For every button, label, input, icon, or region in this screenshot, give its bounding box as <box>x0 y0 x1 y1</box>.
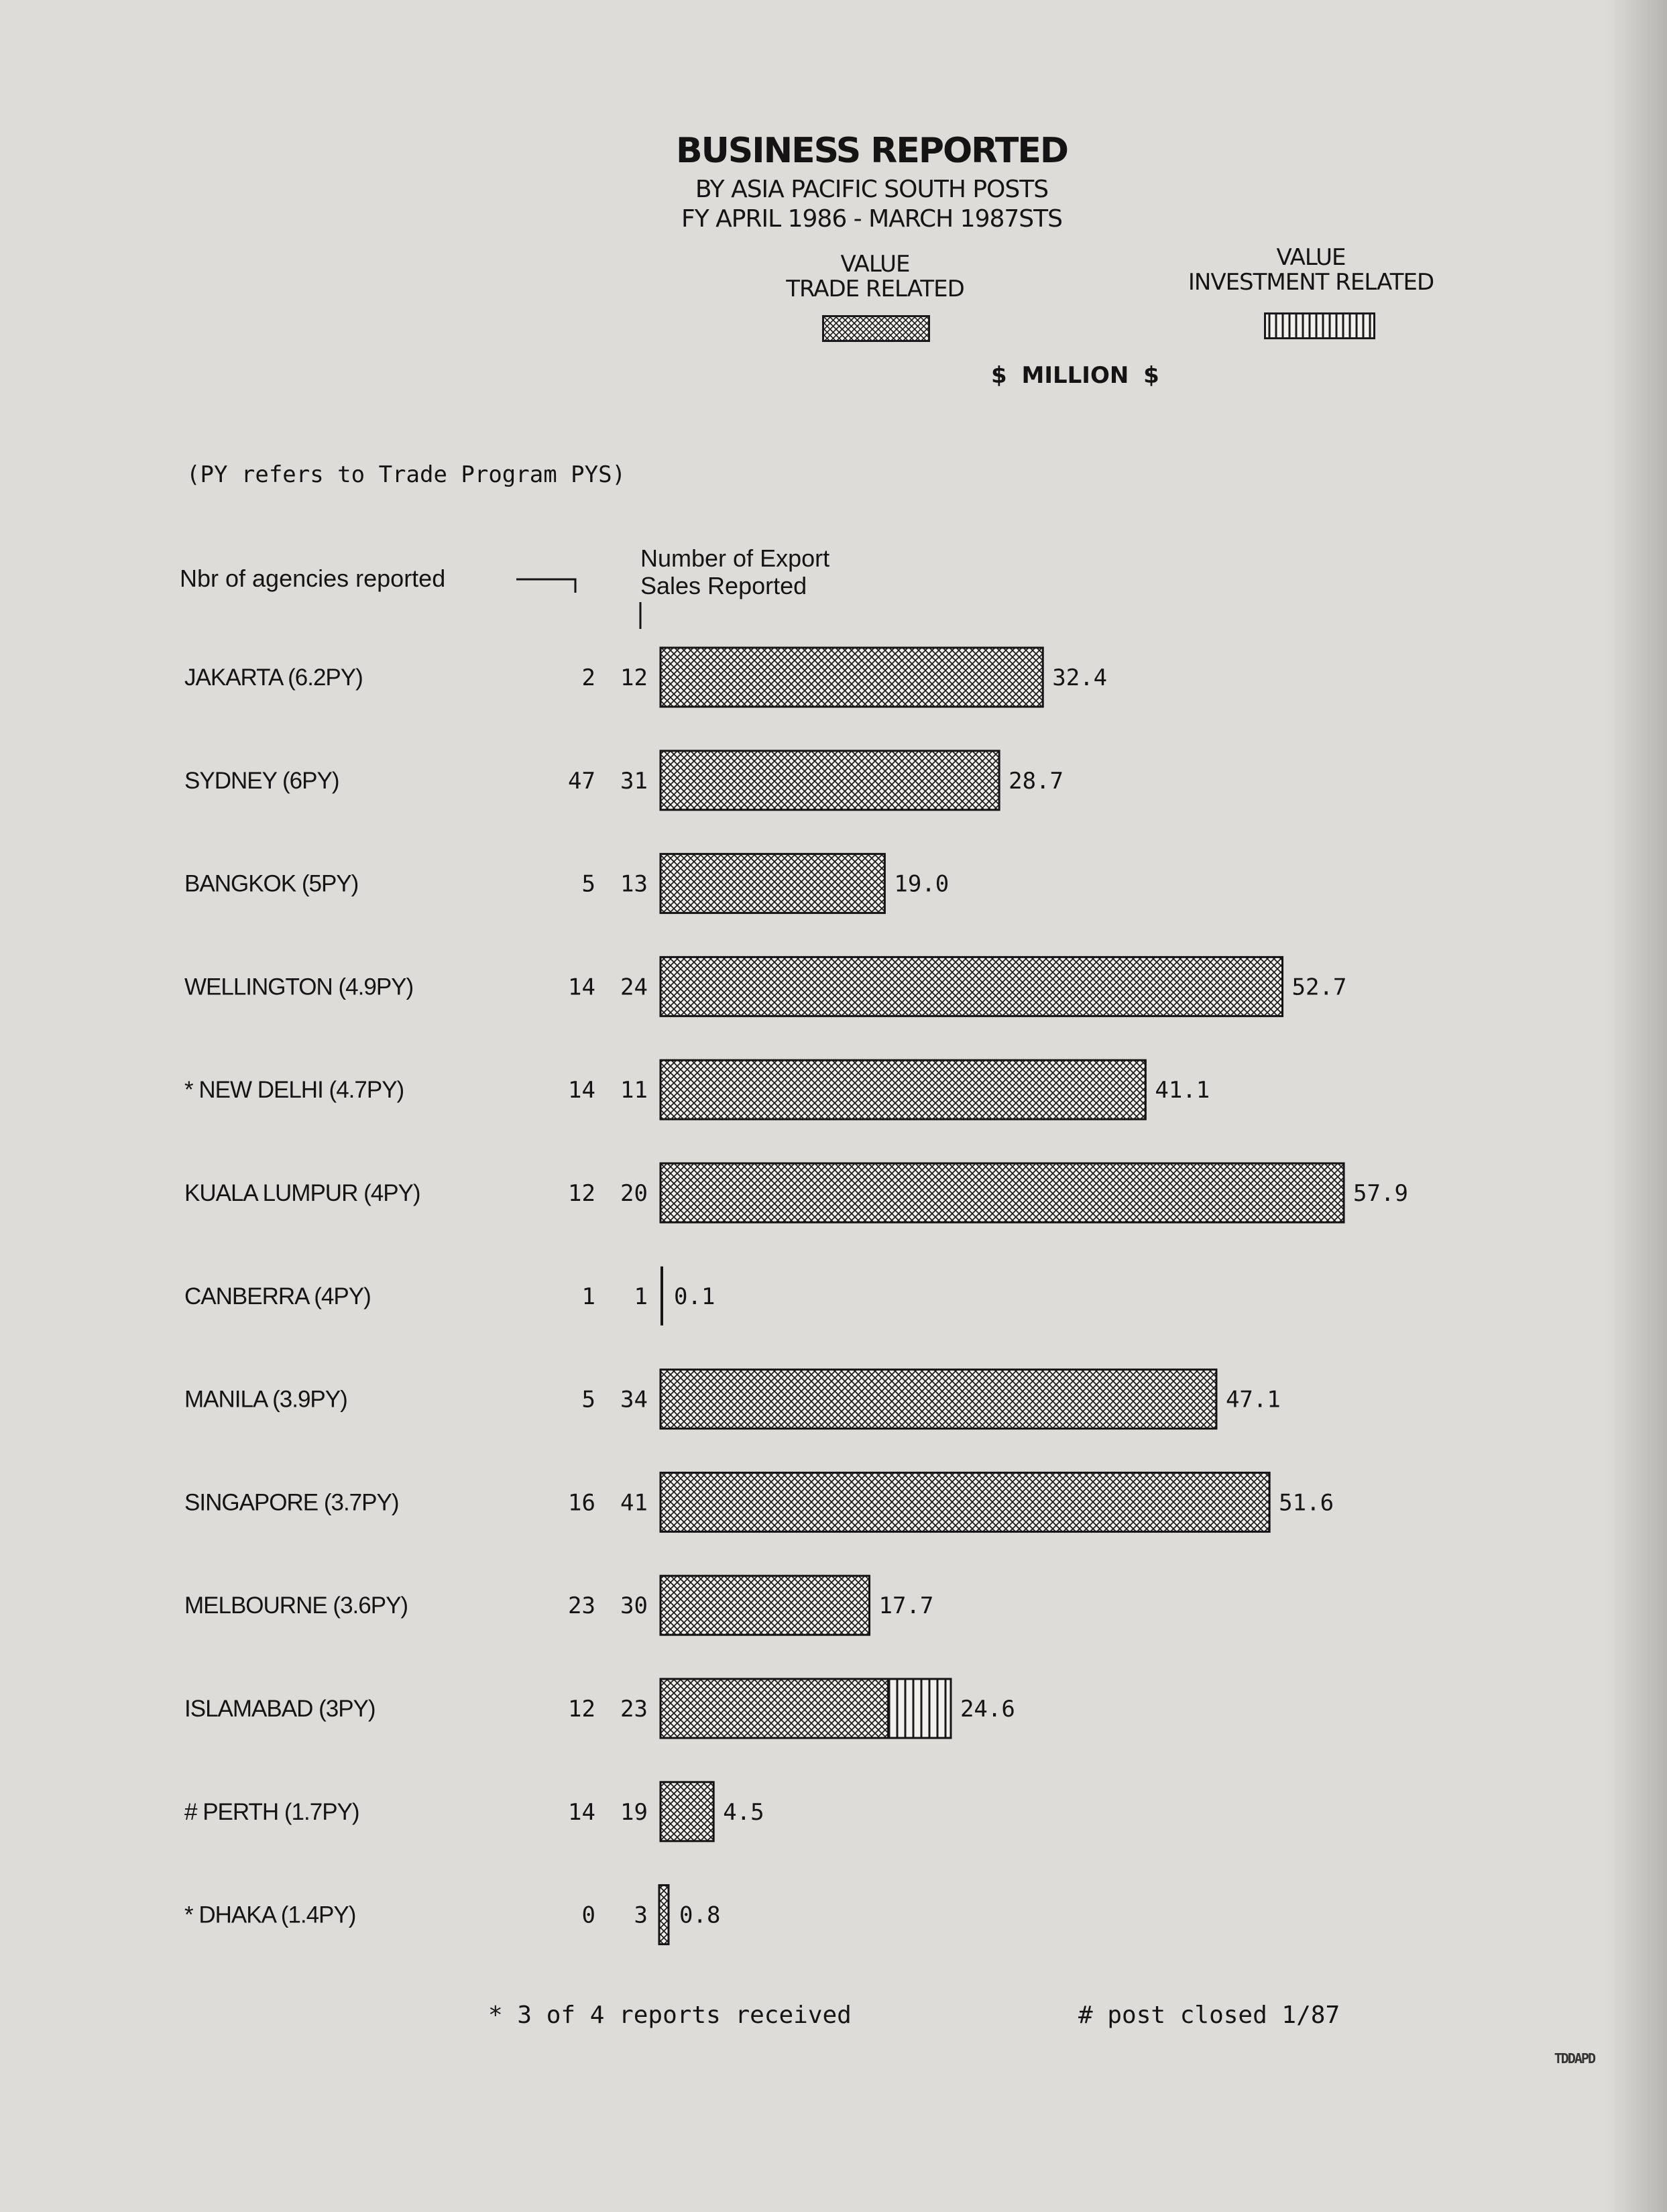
bar-trade-related <box>660 1472 1269 1531</box>
bar-trade-related <box>660 1163 1344 1222</box>
bar-trade-related <box>660 1370 1216 1429</box>
agencies-count: 1 <box>581 1283 595 1310</box>
export-sales-count: 3 <box>634 1902 648 1929</box>
bar-investment-related <box>888 1679 951 1738</box>
bar-investment-related <box>659 1885 669 1944</box>
row-label: MELBOURNE (3.6PY) <box>184 1592 408 1619</box>
row-label: WELLINGTON (4.9PY) <box>184 974 414 1000</box>
export-sales-count: 20 <box>620 1180 648 1207</box>
agencies-count: 0 <box>581 1902 595 1929</box>
agencies-count: 5 <box>581 870 595 898</box>
row-label: * DHAKA (1.4PY) <box>184 1902 356 1928</box>
value-label: 51.6 <box>1279 1489 1334 1517</box>
export-sales-count: 12 <box>620 664 648 691</box>
agencies-count: 23 <box>568 1592 595 1620</box>
row-label: SYDNEY (6PY) <box>184 767 339 794</box>
bar-trade-related <box>660 1060 1145 1119</box>
value-label: 47.1 <box>1225 1386 1281 1413</box>
bar-trade-related <box>660 854 884 913</box>
row-label: ISLAMABAD (3PY) <box>184 1696 376 1722</box>
agencies-count: 16 <box>568 1489 595 1517</box>
row-label: JAKARTA (6.2PY) <box>184 664 363 691</box>
value-label: 41.1 <box>1155 1077 1210 1104</box>
value-label: 17.7 <box>878 1592 934 1620</box>
bar-trade-related <box>660 751 999 810</box>
export-sales-count: 41 <box>620 1489 648 1517</box>
legend-trade-label: VALUE TRADE RELATED <box>786 251 964 303</box>
value-label: 0.8 <box>679 1902 721 1929</box>
agencies-count: 2 <box>581 664 595 691</box>
legend-investment-label: VALUE INVESTMENT RELATED <box>1188 244 1434 296</box>
row-label: MANILA (3.9PY) <box>184 1386 347 1413</box>
export-sales-count: 1 <box>634 1283 648 1310</box>
export-sales-count: 11 <box>620 1077 648 1104</box>
export-sales-count: 31 <box>620 767 648 795</box>
agencies-count: 14 <box>568 974 595 1001</box>
value-label: 57.9 <box>1353 1180 1408 1207</box>
bar-trade-related <box>660 1576 870 1635</box>
agencies-count: 14 <box>568 1798 595 1826</box>
value-label: 52.7 <box>1291 974 1347 1001</box>
footnote-reports-received: * 3 of 4 reports received <box>488 2001 852 2029</box>
value-label: 4.5 <box>723 1798 764 1826</box>
value-label: 24.6 <box>960 1696 1015 1723</box>
bar-trade-related <box>660 1782 713 1841</box>
chart-title: BUSINESS REPORTED <box>675 131 1068 171</box>
value-label: 0.1 <box>674 1283 715 1310</box>
bar-trade-related <box>660 957 1283 1016</box>
value-label: 28.7 <box>1009 767 1064 795</box>
corner-stamp: TDDAPD <box>1554 2050 1595 2067</box>
value-label: 32.4 <box>1052 664 1108 691</box>
export-sales-count: 30 <box>620 1592 648 1620</box>
row-label: KUALA LUMPUR (4PY) <box>184 1180 420 1206</box>
value-label: 19.0 <box>894 870 950 898</box>
row-label: * NEW DELHI (4.7PY) <box>184 1077 404 1104</box>
agencies-column-header: Nbr of agencies reported <box>180 565 446 592</box>
export-sales-count: 13 <box>620 870 648 898</box>
agencies-count: 5 <box>581 1386 595 1413</box>
export-sales-count: 19 <box>620 1798 648 1826</box>
export-sales-count: 34 <box>620 1386 648 1413</box>
agencies-count: 12 <box>568 1696 595 1723</box>
agencies-count: 14 <box>568 1077 595 1104</box>
chart-subtitle-2: FY APRIL 1986 - MARCH 1987STS <box>681 205 1062 233</box>
py-note: (PY refers to Trade Program PYS) <box>186 461 626 488</box>
bar-trade-related <box>660 648 1043 707</box>
export-sales-count: 24 <box>620 974 648 1001</box>
row-label: SINGAPORE (3.7PY) <box>184 1489 399 1516</box>
value-units-label: $ MILLION $ <box>991 362 1159 389</box>
export-column-header: Number of Export Sales Reported <box>640 544 830 600</box>
row-label: BANGKOK (5PY) <box>184 870 359 897</box>
row-label: # PERTH (1.7PY) <box>184 1798 359 1825</box>
bar-trade-related <box>660 1679 888 1738</box>
agencies-count: 47 <box>568 767 595 795</box>
chart-subtitle-1: BY ASIA PACIFIC SOUTH POSTS <box>695 176 1049 203</box>
footnote-post-closed: # post closed 1/87 <box>1078 2001 1340 2029</box>
export-sales-count: 23 <box>620 1696 648 1723</box>
agencies-count: 12 <box>568 1180 595 1207</box>
row-label: CANBERRA (4PY) <box>184 1283 371 1309</box>
